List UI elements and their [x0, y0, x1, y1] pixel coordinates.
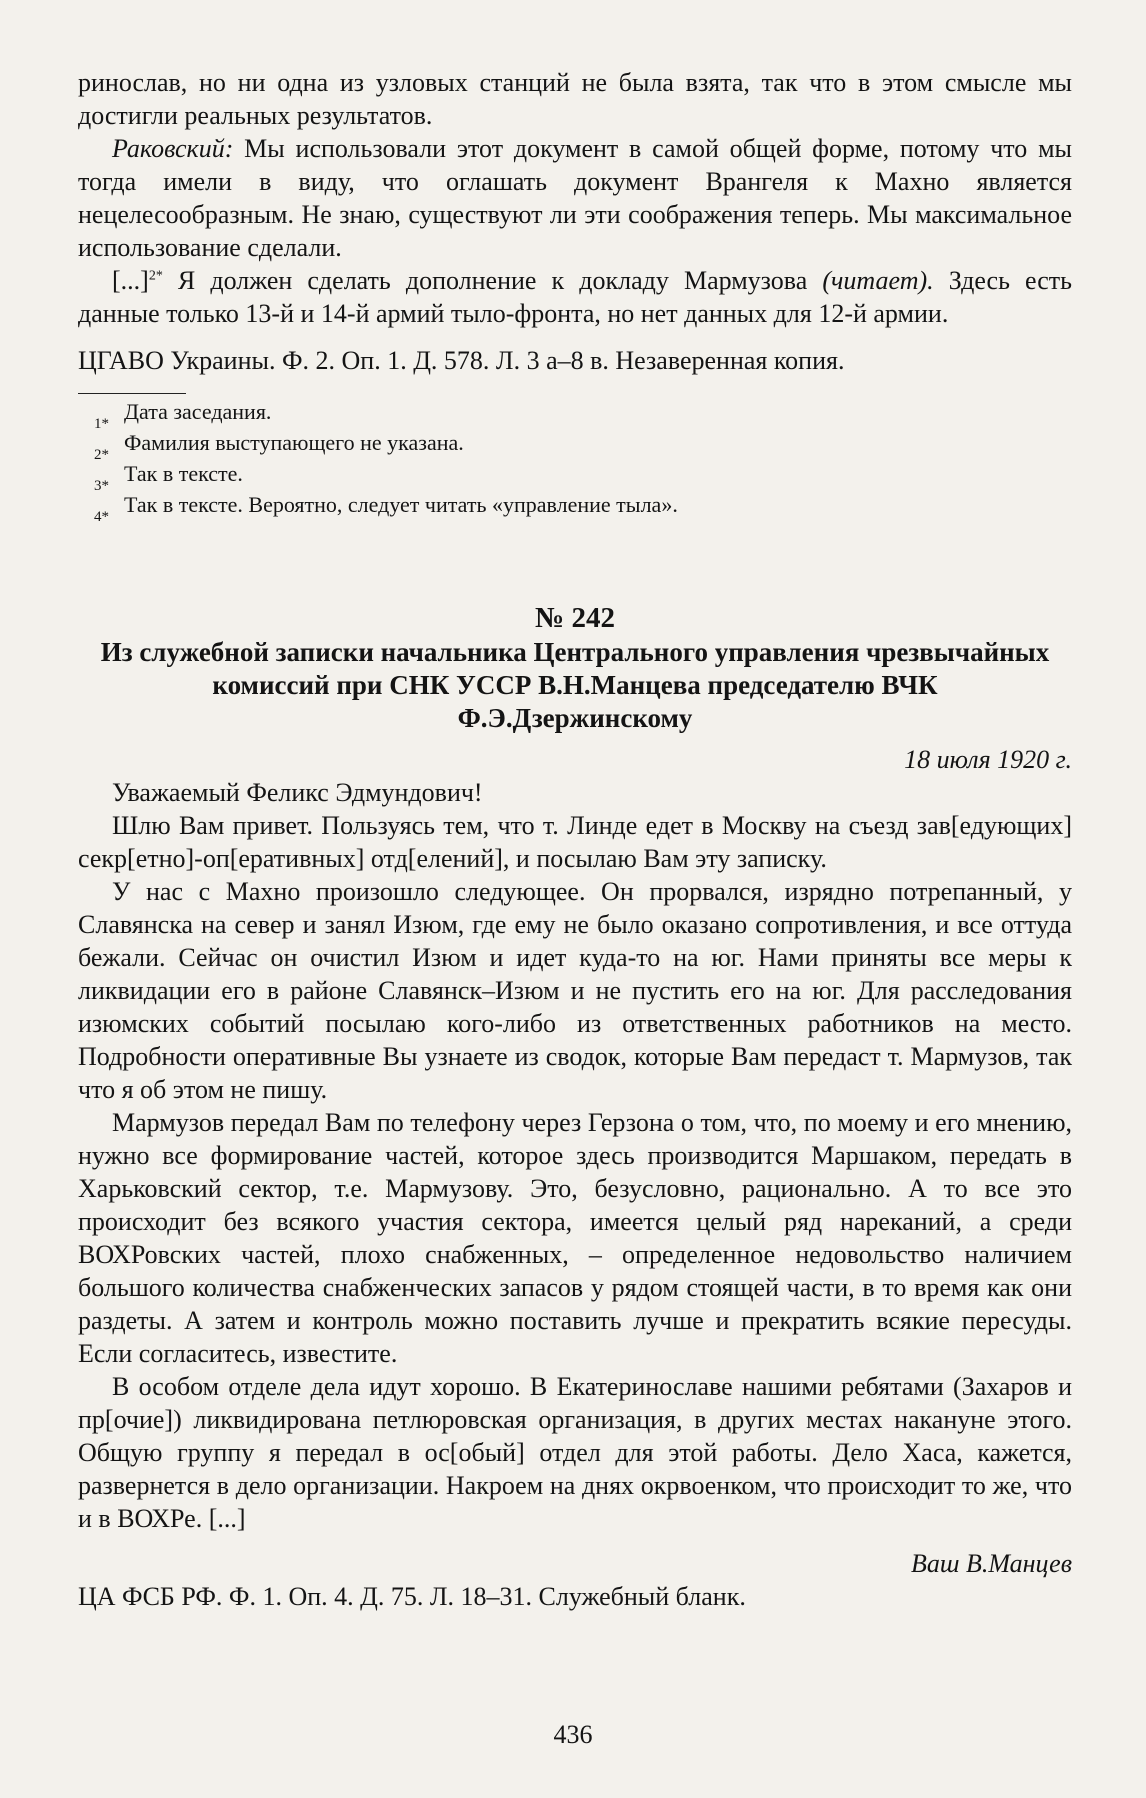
omission-mark: [...]	[112, 266, 149, 295]
rakovsky-paragraph	[78, 132, 1072, 264]
signature: Ваш В.Манцев	[910, 1549, 1072, 1578]
document-date: 18 июля 1920 г.	[904, 745, 1072, 774]
addition-text: Я должен сделать дополнение к докладу Мармузова	[162, 266, 823, 295]
title-line: Ф.Э.Дзержинскому	[457, 703, 693, 733]
footnote-text: Дата заседания.	[124, 399, 272, 424]
archive-source: ЦА ФСБ РФ. Ф. 1. Оп. 4. Д. 75. Л. 18–31. Служебный бланк.	[78, 1582, 746, 1611]
footnote-mark: 4*	[94, 509, 109, 525]
body-paragraph: У нас с Махно произошло следующее. Он прорвался, изрядно потрепанный, у Славянска на север и занял Изюм, где ему не было оказано сопротивления, и все оттуда бежали. Сейчас он очистил Изюм и идет куда-то на юг. Нами приняты все меры к ликвидации его в районе Славянск–Изюм и не пустить его на юг. Для расследования изюмских событий посылаю кого-либо из ответственных работников на место. Подробности оперативные Вы узнаете из сводок, которые Вам передаст т. Мармузов, так что я об этом не пишу.	[78, 877, 1072, 1104]
footnote-divider	[78, 393, 186, 394]
footnote-item	[94, 429, 1072, 463]
continued-paragraph: ринослав, но ни одна из узловых станций не была взята, так что в этом смысле мы достигли реальных результатов.	[78, 68, 1072, 130]
archive-source-top: ЦГАВО Украины. Ф. 2. Оп. 1. Д. 578. Л. 3 а–8 в. Незаверенная копия.	[78, 346, 845, 375]
footnote-ref: 2*	[148, 268, 163, 284]
addition-paragraph	[78, 264, 1072, 330]
footnote-mark: 3*	[94, 478, 109, 494]
reading-remark: (читает).	[822, 266, 934, 295]
speaker-name: Раковский:	[112, 134, 234, 163]
addition-rest: Здесь есть данные только 13-й и 14-й армий тыло-фронта, но нет данных для 12-й армии.	[78, 266, 1072, 328]
footnote-item	[94, 491, 1072, 525]
footnote-text: Так в тексте. Вероятно, следует читать «управление тыла».	[124, 492, 678, 517]
footnote-text: Так в тексте.	[124, 461, 243, 486]
footnote-text: Фамилия выступающего не указана.	[124, 430, 464, 455]
body-paragraph: Мармузов передал Вам по телефону через Герзона о том, что, по моему и его мнению, нужно все формирование частей, которое здесь производится Маршаком, передать в Харьковский сектор, т.е. Мармузову. Это, безусловно, рационально. А то все это происходит без всякого участия сектора, имеется целый ряд нареканий, а среди ВОХРовских частей, плохо снабженных, – определенное недовольство наличием большого количества снабженческих запасов у рядом стоящей части, в то время как они раздеты. А затем и контроль можно поставить лучше и прекратить всякие пересуды. Если согласитесь, известите.	[78, 1108, 1072, 1368]
footnote-item	[94, 460, 1072, 494]
page-number: 436	[553, 1720, 593, 1749]
footnote-mark: 1*	[94, 416, 109, 432]
footnotes	[94, 398, 1072, 525]
footnote-mark: 2*	[94, 447, 109, 463]
document-number: № 242	[535, 602, 615, 634]
body-paragraph: В особом отделе дела идут хорошо. В Екатеринославе нашими ребятами (Захаров и пр[очие]) ликвидирована петлюровская организация, в других местах накануне этого. Общую группу я передал в ос[обый] отдел для этой работы. Дело Хаса, кажется, развернется в дело организации. Накроем на днях окрвоенком, что происходит то же, что и в ВОХРе. [...]	[78, 1372, 1072, 1533]
title-line: комиссий при СНК УССР В.Н.Манцева председателю ВЧК	[212, 670, 938, 700]
body-paragraph: Шлю Вам привет. Пользуясь тем, что т. Линде едет в Москву на съезд зав[едующих] секр[етно]-оп[еративных] отд[елений], и посылаю Вам эту записку.	[78, 811, 1072, 873]
title-line: Из служебной записки начальника Центрального управления чрезвычайных	[100, 637, 1050, 667]
speaker-text: Мы использовали этот документ в самой общей форме, потому что мы тогда имели в виду, что оглашать документ Врангеля к Махно является нецелесообразным. Не знаю, существуют ли эти соображения теперь. Мы максимальное использование сделали.	[78, 134, 1072, 262]
footnote-item	[94, 398, 1072, 432]
greeting: Уважаемый Феликс Эдмундович!	[112, 778, 483, 807]
document-title	[82, 636, 1068, 735]
